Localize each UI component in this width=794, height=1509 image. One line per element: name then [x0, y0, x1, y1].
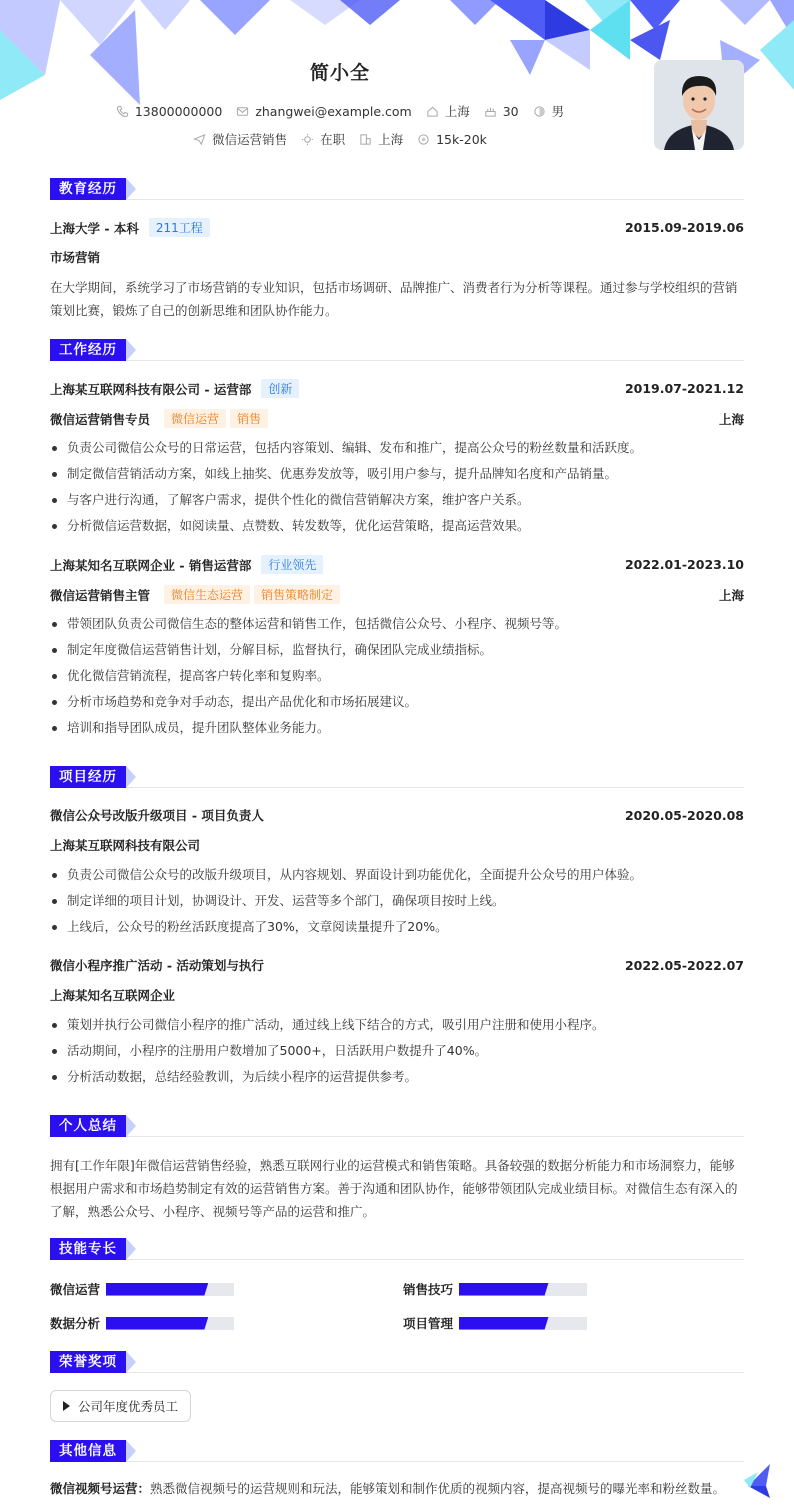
home-icon: [426, 105, 439, 118]
skill-name: 微信运营: [50, 1282, 101, 1297]
list-item: 负责公司微信公众号的日常运营，包括内容策划、编辑、发布和推广，提高公众号的粉丝数量和活跃度。: [50, 435, 744, 461]
email-item: [236, 104, 411, 119]
section-work-title: 工作经历: [50, 339, 126, 361]
gender-item: [533, 102, 565, 120]
section-projects: [50, 766, 744, 788]
award-text: 公司年度优秀员工: [78, 1399, 179, 1414]
phone-item: [116, 104, 222, 119]
work-1-header: [50, 379, 744, 398]
section-summary: [50, 1115, 744, 1137]
skill-item: [50, 1314, 234, 1332]
summary-text: 拥有[工作年限]年微信运营销售经验，熟悉互联网行业的运营模式和销售策略。具备较强的数据分析能力和市场洞察力，能够根据用户需求和市场趋势制定有效的运营销售方案。善于沟通和团队协作，能够带领团队完成业绩目标。对微信生态有深入的了解，熟悉公众号、小程序、视频号等产品的运营和推广。: [50, 1158, 738, 1219]
project-1-date: 2020.05-2020.08: [624, 807, 744, 823]
section-work: [50, 339, 744, 361]
target-position-item: [193, 130, 287, 148]
job-intent-row: [0, 130, 680, 148]
project-2-date: 2022.05-2022.07: [624, 957, 744, 973]
project-2-name: 微信小程序推广活动 - 活动策划与执行: [50, 958, 264, 973]
education-date: 2015.09-2019.06: [624, 220, 744, 235]
list-item: 带领团队负责公司微信生态的整体运营和销售工作，包括微信公众号、小程序、视频号等。: [50, 611, 744, 637]
work-2-tag: 行业领先: [261, 555, 323, 574]
skill-bar: [459, 1283, 587, 1296]
other-info: [50, 1478, 744, 1500]
phone-icon: [116, 105, 129, 118]
work-1-company: 上海某互联网科技有限公司 - 运营部: [50, 381, 252, 397]
work-2-location: 上海: [718, 587, 744, 603]
work-2-title: 微信运营销售主管: [50, 587, 151, 603]
work-2-date: 2022.01-2023.10: [624, 557, 744, 572]
gender-text: 男: [551, 104, 565, 119]
candidate-name: 简小全: [309, 62, 370, 84]
project-2-bullets: [50, 1012, 744, 1090]
skill-item: [403, 1280, 587, 1298]
other-info-text: 熟悉微信视频号的运营规则和玩法，能够策划和制作优质的视频内容，提高视频号的曝光率和粉丝数量。: [150, 1481, 726, 1496]
skill-bar: [106, 1283, 234, 1296]
section-projects-title: 项目经历: [50, 766, 126, 788]
list-item: 制定年度微信运营销售计划，分解目标，监督执行，确保团队完成业绩指标。: [50, 637, 744, 663]
skill-bar-fill: [459, 1283, 549, 1296]
education-major: 市场营销: [50, 250, 101, 265]
list-item: 活动期间，小程序的注册用户数增加了5000+，日活跃用户数提升了40%。: [50, 1038, 744, 1064]
city-item: [426, 102, 470, 120]
skill-bar-fill: [106, 1283, 208, 1296]
project-2-company: 上海某知名互联网企业: [50, 988, 176, 1003]
work-2-company: 上海某知名互联网企业 - 销售运营部: [50, 557, 252, 573]
education-major-row: [50, 248, 744, 266]
skill-name: 数据分析: [50, 1316, 101, 1331]
work-2-title-tag: 微信生态运营: [164, 585, 250, 604]
profile-photo: [654, 60, 744, 150]
skill-bar: [459, 1317, 587, 1330]
work-1-date: 2019.07-2021.12: [624, 381, 744, 396]
work-1-title: 微信运营销售专员: [50, 411, 151, 427]
cake-icon: [484, 105, 497, 118]
education-tag: 211工程: [149, 218, 210, 237]
contact-info-row: [0, 102, 680, 120]
phone-text: 13800000000: [134, 103, 223, 119]
skill-bar-fill: [459, 1317, 549, 1330]
work-2-role-row: [50, 585, 744, 604]
section-other: [50, 1440, 744, 1462]
salary-text: 15k-20k: [436, 131, 487, 147]
target-city-text: 上海: [378, 132, 404, 147]
education-header: [50, 218, 744, 237]
project-1-bullets: [50, 862, 744, 940]
send-icon: [193, 133, 206, 146]
age-item: [484, 104, 519, 119]
skill-name: 项目管理: [403, 1316, 454, 1331]
list-item: 培训和指导团队成员，提升团队整体业务能力。: [50, 715, 744, 741]
section-summary-title: 个人总结: [50, 1115, 126, 1137]
status-text: 在职: [320, 132, 346, 147]
section-skills-title: 技能专长: [50, 1238, 126, 1260]
sun-icon: [301, 133, 314, 146]
list-item: 与客户进行沟通，了解客户需求，提供个性化的微信营销解决方案，维护客户关系。: [50, 487, 744, 513]
work-1-role-row: [50, 409, 744, 428]
status-item: [301, 130, 345, 148]
target-position-text: 微信运营销售: [212, 132, 288, 147]
section-awards: [50, 1351, 744, 1373]
project-2-header: [50, 956, 744, 974]
work-2-bullets: [50, 611, 744, 741]
list-item: 分析微信运营数据，如阅读量、点赞数、转发数等，优化运营策略，提高运营效果。: [50, 513, 744, 539]
work-1-title-tag: 销售: [230, 409, 268, 428]
section-skills: [50, 1238, 744, 1260]
other-info-label: 微信视频号运营：: [50, 1481, 151, 1496]
work-2-title-tag: 销售策略制定: [254, 585, 340, 604]
age-text: 30: [502, 103, 519, 119]
section-education: [50, 178, 744, 200]
education-description: 在大学期间，系统学习了市场营销的专业知识，包括市场调研、品牌推广、消费者行为分析等课程。通过参与学校组织的营销策划比赛，锻炼了自己的创新思维和团队协作能力。: [50, 280, 738, 318]
education-school: 上海大学 - 本科: [50, 220, 139, 236]
skill-bar: [106, 1317, 234, 1330]
city-text: 上海: [444, 104, 470, 119]
list-item: 优化微信营销流程，提高客户转化率和复购率。: [50, 663, 744, 689]
building-icon: [359, 133, 372, 146]
list-item: 制定微信营销活动方案，如线上抽奖、优惠券发放等，吸引用户参与，提升品牌知名度和产品销量。: [50, 461, 744, 487]
list-item: 策划并执行公司微信小程序的推广活动，通过线上线下结合的方式，吸引用户注册和使用小程序。: [50, 1012, 744, 1038]
section-education-title: 教育经历: [50, 178, 126, 200]
play-triangle-icon: [63, 1401, 70, 1411]
work-1-bullets: [50, 435, 744, 539]
work-1-tag: 创新: [261, 379, 299, 398]
target-city-item: [359, 130, 403, 148]
project-1-company-row: [50, 836, 744, 854]
skill-item: [403, 1314, 587, 1332]
project-1-name: 微信公众号改版升级项目 - 项目负责人: [50, 808, 264, 823]
list-item: 分析市场趋势和竞争对手动态，提出产品优化和市场拓展建议。: [50, 689, 744, 715]
section-awards-title: 荣誉奖项: [50, 1351, 126, 1373]
project-1-header: [50, 806, 744, 824]
list-item: 分析活动数据，总结经验教训，为后续小程序的运营提供参考。: [50, 1064, 744, 1090]
gender-icon: [533, 105, 546, 118]
email-text: zhangwei@example.com: [255, 103, 412, 119]
list-item: 制定详细的项目计划，协调设计、开发、运营等多个部门，确保项目按时上线。: [50, 888, 744, 914]
work-1-title-tag: 微信运营: [164, 409, 226, 428]
email-icon: [236, 105, 249, 118]
work-1-location: 上海: [718, 411, 744, 427]
skill-item: [50, 1280, 234, 1298]
section-other-title: 其他信息: [50, 1440, 126, 1462]
project-1-company: 上海某互联网科技有限公司: [50, 838, 201, 853]
skill-bar-fill: [106, 1317, 208, 1330]
list-item: 上线后，公众号的粉丝活跃度提高了30%，文章阅读量提升了20%。: [50, 914, 744, 940]
work-2-header: [50, 555, 744, 574]
skill-name: 销售技巧: [403, 1282, 454, 1297]
project-2-company-row: [50, 986, 744, 1004]
coin-icon: [417, 133, 430, 146]
list-item: 负责公司微信公众号的改版升级项目，从内容规划、界面设计到功能优化，全面提升公众号的用户体验。: [50, 862, 744, 888]
salary-item: [417, 132, 487, 147]
award-chip: [50, 1390, 191, 1422]
